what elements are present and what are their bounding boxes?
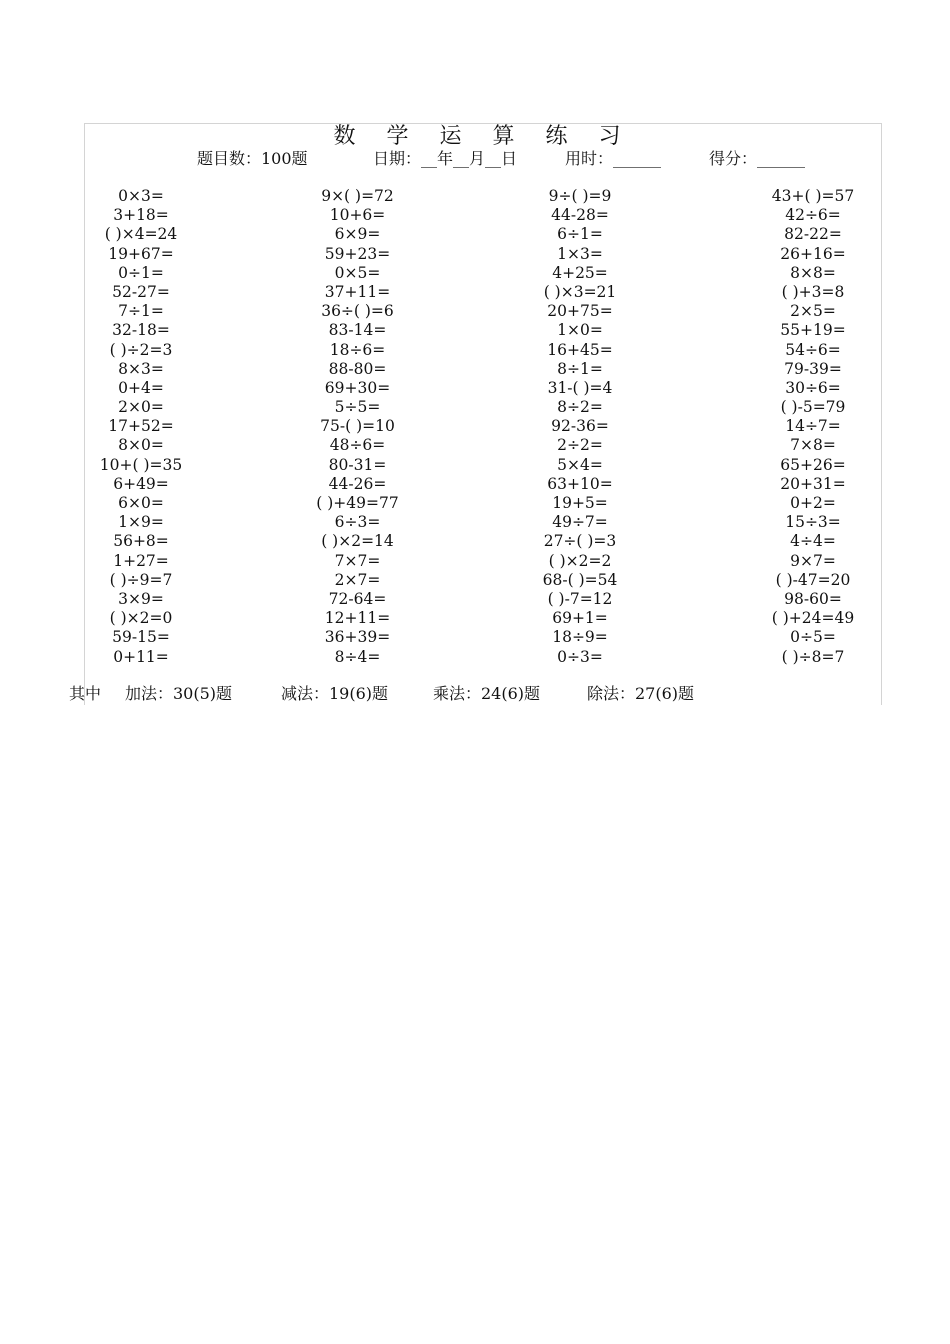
problem-item: 10+( )=35 bbox=[99, 455, 183, 474]
problem-item: 92-36= bbox=[551, 417, 609, 436]
problem-item: 83-14= bbox=[328, 321, 387, 340]
problem-item: ( )÷9=7 bbox=[109, 570, 173, 589]
problem-item: 8×8= bbox=[790, 263, 836, 282]
problem-item: 31-( )=4 bbox=[547, 378, 613, 397]
problem-item: ( )+3=8 bbox=[781, 282, 845, 301]
problem-item: 79-39= bbox=[784, 359, 842, 378]
problem-item: 9×7= bbox=[790, 551, 836, 570]
problem-item: 0×5= bbox=[334, 263, 381, 282]
summary-addition: 加法：30(5)题 bbox=[125, 684, 233, 703]
problem-item: 8×0= bbox=[118, 436, 164, 455]
problem-item: 8÷1= bbox=[557, 359, 603, 378]
score-field: 得分：______ bbox=[709, 149, 806, 168]
problem-item: 32-18= bbox=[112, 321, 170, 340]
problem-item: ( )×2=0 bbox=[109, 609, 173, 628]
problem-item: 6÷3= bbox=[334, 513, 381, 532]
problem-item: 8÷4= bbox=[334, 647, 381, 666]
problem-item: ( )-5=79 bbox=[780, 398, 846, 417]
problem-item: 10+6= bbox=[329, 206, 386, 225]
problem-item: 2×0= bbox=[118, 398, 164, 417]
problem-item: 18÷6= bbox=[329, 340, 386, 359]
problem-item: 0÷5= bbox=[790, 628, 836, 647]
problem-item: 16+45= bbox=[547, 340, 613, 359]
problem-item: 7×7= bbox=[334, 551, 381, 570]
problem-item: 9×( )=72 bbox=[321, 187, 394, 205]
problem-item: 72-64= bbox=[328, 589, 387, 608]
date-field: 日期：__年__月__日 bbox=[373, 149, 518, 168]
problem-item: 54÷6= bbox=[785, 340, 841, 359]
problem-item: 98-60= bbox=[784, 589, 842, 608]
problem-item: 20+31= bbox=[780, 474, 846, 493]
problem-item: 59-15= bbox=[112, 628, 170, 647]
problem-item: 18÷9= bbox=[552, 628, 608, 647]
problem-item: 68-( )=54 bbox=[542, 570, 618, 589]
problem-item: 26+16= bbox=[780, 244, 846, 263]
problem-item: 42÷6= bbox=[785, 206, 841, 225]
problem-item: 88-80= bbox=[328, 359, 387, 378]
problem-item: 6×9= bbox=[334, 225, 381, 244]
problem-item: 48÷6= bbox=[329, 436, 386, 455]
problem-item: 20+75= bbox=[547, 302, 613, 321]
problem-item: 80-31= bbox=[328, 455, 387, 474]
problem-item: ( )×2=2 bbox=[548, 551, 612, 570]
summary-division: 除法：27(6)题 bbox=[587, 684, 695, 703]
worksheet bbox=[69, 123, 882, 705]
problem-item: 0+2= bbox=[790, 494, 836, 512]
problem-item: 4÷4= bbox=[790, 532, 836, 551]
problem-item: 14÷7= bbox=[785, 417, 841, 436]
info-row bbox=[85, 147, 881, 171]
time-field: 用时：______ bbox=[565, 149, 662, 168]
problem-item: 65+26= bbox=[780, 455, 846, 474]
worksheet-title: 数 学 运 算 练 习 bbox=[333, 124, 633, 149]
problem-item: 56+8= bbox=[113, 532, 169, 551]
problem-item: 1×9= bbox=[118, 513, 164, 532]
problem-count: 题目数：100题 bbox=[197, 149, 308, 168]
problem-item: 1×0= bbox=[557, 321, 603, 340]
problem-column-2 bbox=[290, 187, 425, 667]
problem-item: 0÷3= bbox=[557, 647, 603, 666]
problem-item: 63+10= bbox=[547, 474, 613, 493]
problem-item: 9÷( )=9 bbox=[548, 187, 612, 205]
summary-footer bbox=[69, 682, 883, 706]
problem-item: 69+30= bbox=[324, 378, 391, 397]
problem-item: 6×0= bbox=[118, 494, 164, 512]
problem-item: 75-( )=10 bbox=[320, 417, 395, 436]
problem-item: 8÷2= bbox=[557, 398, 603, 417]
problem-item: 6+49= bbox=[113, 474, 169, 493]
problem-item: ( )+49=77 bbox=[316, 494, 399, 512]
problem-item: 5÷5= bbox=[334, 398, 381, 417]
problem-item: 8×3= bbox=[118, 359, 164, 378]
problem-item: 7×8= bbox=[790, 436, 836, 455]
problem-column-4 bbox=[745, 187, 881, 667]
problem-item: ( )-47=20 bbox=[775, 570, 851, 589]
problem-item: 12+11= bbox=[324, 609, 391, 628]
problem-item: 2×5= bbox=[790, 302, 836, 321]
problem-item: 43+( )=57 bbox=[771, 187, 855, 205]
problem-item: 44-28= bbox=[551, 206, 609, 225]
problem-item: 19+67= bbox=[108, 244, 174, 263]
problem-item: 15÷3= bbox=[785, 513, 841, 532]
problem-item: 36+39= bbox=[324, 628, 391, 647]
summary-subtraction: 减法：19(6)题 bbox=[281, 684, 389, 703]
problem-item: 19+5= bbox=[552, 494, 608, 512]
problem-item: 55+19= bbox=[780, 321, 846, 340]
problem-column-3 bbox=[515, 187, 645, 667]
summary-prefix: 其中 bbox=[69, 684, 102, 703]
problem-item: ( )×2=14 bbox=[321, 532, 394, 551]
problem-item: 7÷1= bbox=[118, 302, 164, 321]
problem-item: 69+1= bbox=[552, 609, 608, 628]
problem-column-1 bbox=[85, 187, 197, 667]
problem-item: 0÷1= bbox=[118, 263, 164, 282]
problem-item: 4+25= bbox=[552, 263, 608, 282]
problem-item: 52-27= bbox=[112, 282, 170, 301]
problem-item: ( )+24=49 bbox=[771, 609, 855, 628]
problem-item: 2×7= bbox=[334, 570, 381, 589]
problem-item: 1×3= bbox=[557, 244, 603, 263]
problem-item: 3×9= bbox=[118, 589, 164, 608]
problem-item: 3+18= bbox=[113, 206, 169, 225]
problem-item: 17+52= bbox=[108, 417, 174, 436]
problem-item: 5×4= bbox=[557, 455, 603, 474]
problem-item: 49÷7= bbox=[552, 513, 608, 532]
problem-item: ( )÷2=3 bbox=[109, 340, 173, 359]
problem-item: 0+11= bbox=[113, 647, 169, 666]
problem-item: ( )×4=24 bbox=[104, 225, 178, 244]
problem-item: 44-26= bbox=[328, 474, 387, 493]
problem-item: 0+4= bbox=[118, 378, 164, 397]
problem-item: ( )÷8=7 bbox=[781, 647, 845, 666]
problem-item: 37+11= bbox=[324, 282, 391, 301]
problem-item: 27÷( )=3 bbox=[543, 532, 617, 551]
problem-item: 82-22= bbox=[784, 225, 842, 244]
problem-item: 1+27= bbox=[113, 551, 169, 570]
problem-item: 36÷( )=6 bbox=[321, 302, 394, 321]
problem-item: 6÷1= bbox=[557, 225, 603, 244]
summary-multiplication: 乘法：24(6)题 bbox=[433, 684, 541, 703]
problem-item: ( )×3=21 bbox=[543, 282, 617, 301]
problem-item: 0×3= bbox=[118, 187, 164, 205]
problem-item: 30÷6= bbox=[785, 378, 841, 397]
problem-item: ( )-7=12 bbox=[547, 589, 613, 608]
problem-item: 2÷2= bbox=[557, 436, 603, 455]
problem-item: 59+23= bbox=[324, 244, 391, 263]
